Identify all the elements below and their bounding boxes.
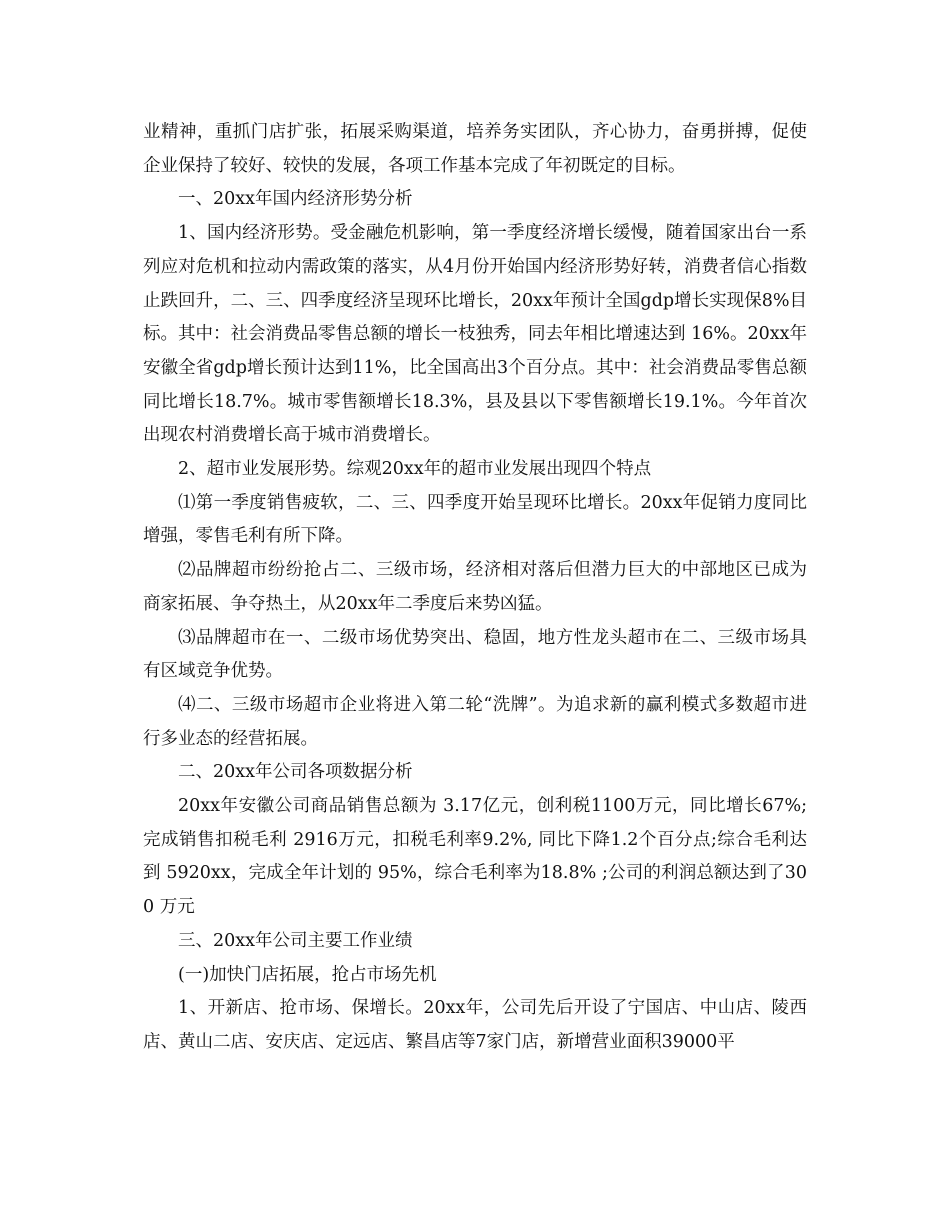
subsection-heading-store-expansion: (一)加快门店拓展，抢占市场先机 [178,964,437,985]
document-body [143,116,807,1060]
list-item-trend-3: ⑶品牌超市在一、二级市场优势突出、稳固，地方性龙头超市在二、三级市场具有区域竞争优势。 [143,627,807,682]
paragraph-domestic-economy: 1、国内经济形势。受金融危机影响，第一季度经济增长缓慢，随着国家出台一系列应对危机和拉动内需政策的落实，从4月份开始国内经济形势好转，消费者信心指数止跌回升，二、三、四季度经济呈现环比增长，20xx年预计全国gdp增长实现保8%目标。其中：社会消费品零售总额的增长一枝独秀，同去年相比增速达到 16%。20xx年安徽全省gdp增长预计达到11%，比全国高出3个百分点。其中：社会消费品零售总额同比增长18.7%。城市零售额增长18.3%，县及县以下零售额增长19.1%。今年首次出现农村消费增长高于城市消费增长。 [143,223,807,446]
paragraph-new-stores: 1、开新店、抢市场、保增长。20xx年，公司先后开设了宁国店、中山店、陵西店、黄山二店、安庆店、定远店、繁昌店等7家门店，新增营业面积39000平 [143,998,807,1052]
paragraph-intro-continuation: 业精神，重抓门店扩张，拓展采购渠道，培养务实团队，齐心协力，奋勇拼搏，促使企业保持了较好、较快的发展，各项工作基本完成了年初既定的目标。 [143,122,807,176]
paragraph-supermarket-trends: 2、超市业发展形势。综观20xx年的超市业发展出现四个特点 [178,459,652,480]
paragraph-company-data: 20xx年安徽公司商品销售总额为 3.17亿元，创利税1100万元，同比增长67%;完成销售扣税毛利 2916万元，扣税毛利率9.2%, 同比下降1.2个百分点;综合毛利达到 5920xx，完成全年计划的 95%，综合毛利率为18.8% ;公司的利润总额达到了300 万元 [143,796,807,918]
list-item-trend-4: ⑷二、三级市场超市企业将进入第二轮“洗牌”。为追求新的赢利模式多数超市进行多业态的经营拓展。 [143,694,807,749]
section-heading-domestic-economy: 一、20xx年国内经济形势分析 [178,189,413,210]
list-item-trend-1: ⑴第一季度销售疲软，二、三、四季度开始呈现环比增长。20xx年促销力度同比增强，零售毛利有所下降。 [143,492,807,547]
section-heading-company-data: 二、20xx年公司各项数据分析 [178,762,413,783]
list-item-trend-2: ⑵品牌超市纷纷抢占二、三级市场，经济相对落后但潜力巨大的中部地区已成为商家拓展、争夺热土，从20xx年二季度后来势凶猛。 [143,560,807,614]
section-heading-main-achievements: 三、20xx年公司主要工作业绩 [178,930,413,951]
